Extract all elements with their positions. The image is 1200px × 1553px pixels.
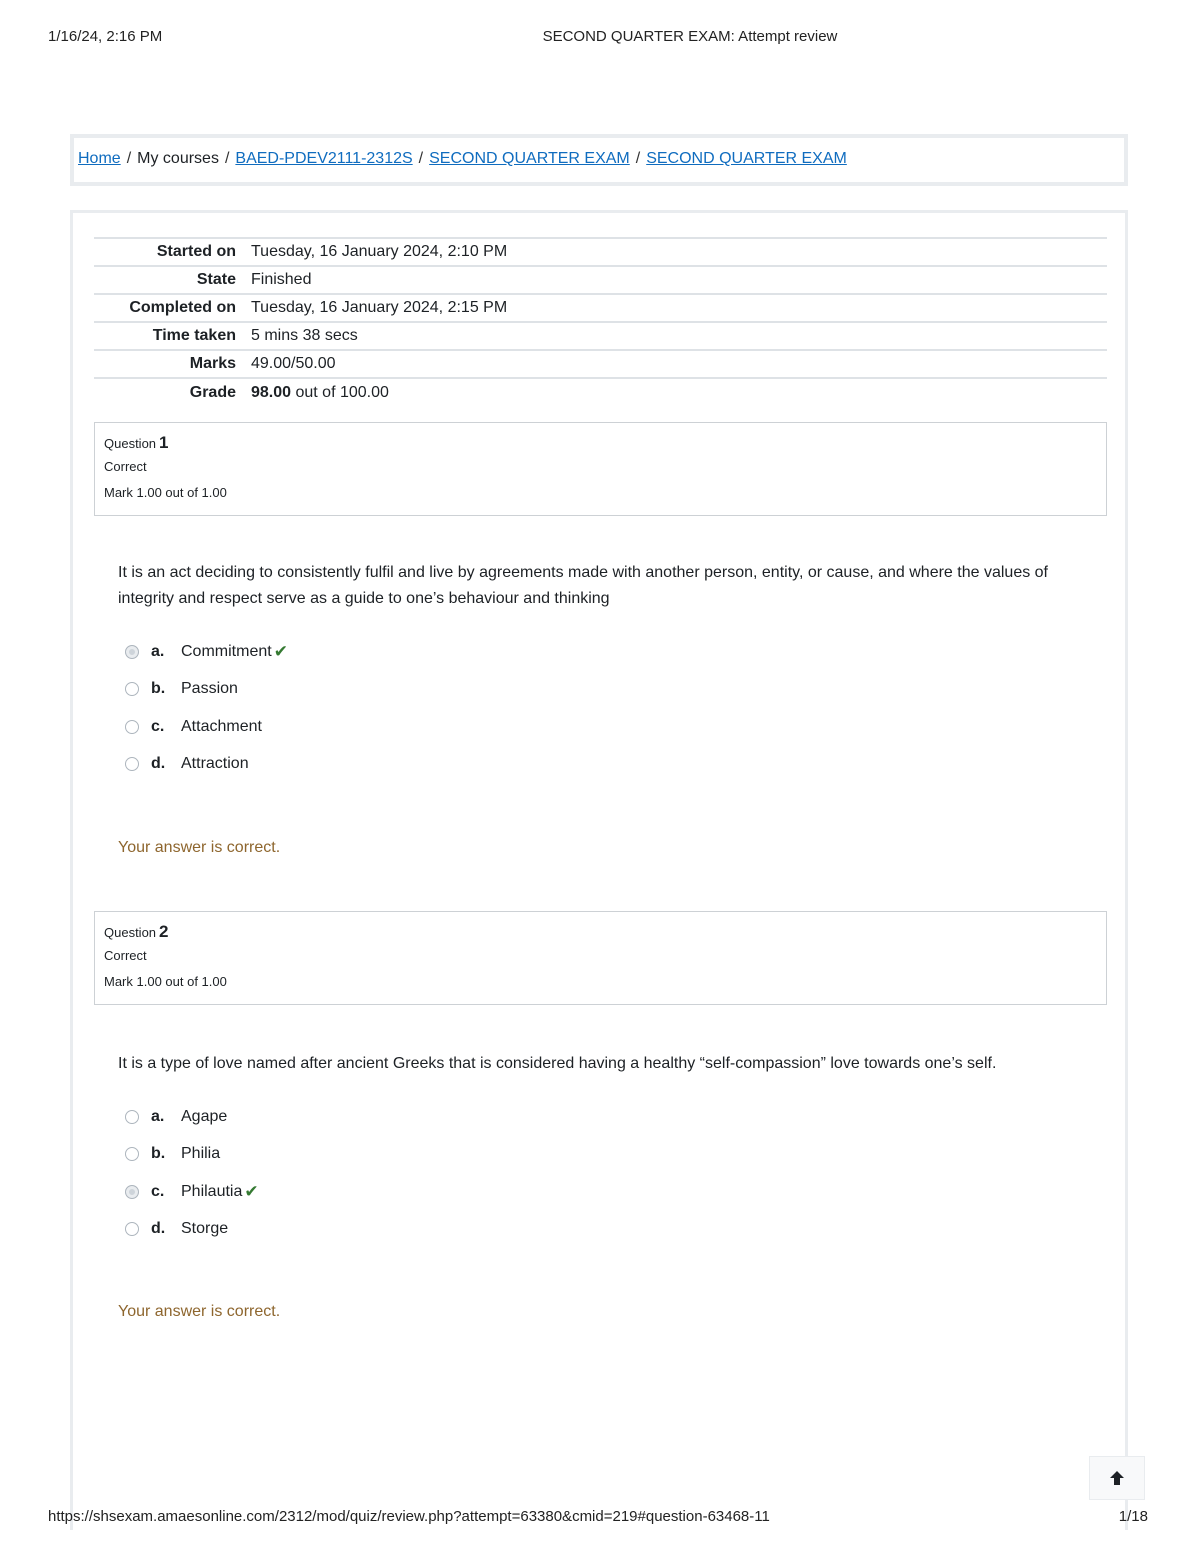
answer-option [125, 671, 625, 709]
breadcrumb-separator: / [418, 150, 424, 167]
answer-option [125, 746, 625, 784]
summary-label: Time taken [152, 327, 236, 344]
print-url: https://shsexam.amaesonline.com/2312/mod/quiz/review.php?attempt=63380&cmid=219#question-63468-11 [48, 1508, 770, 1525]
answer-option [125, 633, 625, 671]
question-feedback-2: Your answer is correct. [118, 1303, 281, 1320]
summary-value [251, 384, 1107, 402]
summary-value: 5 mins 38 secs [251, 327, 358, 344]
summary-label: Started on [156, 243, 236, 260]
answer-list-1 [125, 633, 625, 783]
print-footer [0, 1508, 1200, 1528]
answer-text: Philautia [181, 1182, 243, 1200]
answer-letter: d. [151, 755, 166, 773]
question-label: Question [104, 436, 157, 451]
answer-option [125, 1173, 625, 1211]
summary-value: 49.00/50.00 [251, 355, 336, 372]
answer-letter: b. [151, 680, 166, 698]
question-info-1 [94, 422, 1107, 516]
breadcrumb-section-link[interactable]: SECOND QUARTER EXAM [429, 150, 630, 167]
radio-button[interactable] [125, 1185, 139, 1199]
question-state: Correct [104, 459, 147, 474]
question-number [104, 431, 1097, 455]
answer-option [125, 1098, 625, 1136]
answer-letter: d. [151, 1220, 166, 1238]
grade-out-of: out of 100.00 [291, 384, 389, 401]
summary-label: Completed on [129, 299, 236, 316]
breadcrumb [70, 134, 1128, 186]
answer-letter: c. [151, 1182, 165, 1200]
answer-text: Storge [181, 1220, 229, 1238]
breadcrumb-quiz-link[interactable]: SECOND QUARTER EXAM [646, 150, 847, 167]
print-header [0, 28, 1200, 48]
breadcrumb-course-link[interactable]: BAED-PDEV2111-2312S [235, 150, 413, 167]
question-feedback-1: Your answer is correct. [118, 839, 281, 856]
question-grade: Mark 1.00 out of 1.00 [104, 974, 227, 989]
summary-row-marks [94, 349, 1107, 377]
answer-letter: c. [151, 717, 165, 735]
answer-text: Attraction [181, 755, 249, 773]
answer-letter: a. [151, 642, 165, 660]
quiz-review-region [70, 210, 1128, 1530]
answer-option [125, 1136, 625, 1174]
question-text-1: It is an act deciding to consistently fulfil and live by agreements made with another person, entity, or cause, and where the values of integrity and respect serve as a guide to one’s behaviour and thinking [118, 564, 1048, 607]
summary-row-time-taken [94, 321, 1107, 349]
radio-button[interactable] [125, 645, 139, 659]
summary-label: State [196, 271, 236, 288]
question-info-2 [94, 911, 1107, 1005]
answer-option [125, 1211, 625, 1249]
question-number [104, 920, 1097, 944]
arrow-up-icon [1108, 1469, 1126, 1487]
question-grade: Mark 1.00 out of 1.00 [104, 485, 227, 500]
question-text-2: It is a type of love named after ancient Greeks that is considered having a healthy “self-compassion” love towards one’s self. [118, 1055, 997, 1072]
answer-letter: b. [151, 1145, 166, 1163]
radio-button[interactable] [125, 682, 139, 696]
summary-label: Grade [189, 384, 236, 401]
radio-button[interactable] [125, 757, 139, 771]
answer-option [125, 708, 625, 746]
grade-score: 98.00 [251, 384, 292, 401]
summary-label: Marks [189, 355, 236, 372]
answer-list-2 [125, 1098, 625, 1248]
answer-text: Philia [181, 1145, 221, 1163]
question-label: Question [104, 925, 157, 940]
radio-button[interactable] [125, 1147, 139, 1161]
summary-row-started [94, 237, 1107, 265]
correct-check-icon: ✔ [273, 641, 288, 661]
answer-text: Commitment [181, 642, 272, 660]
breadcrumb-separator: / [224, 150, 230, 167]
summary-row-grade [94, 377, 1107, 407]
print-title: SECOND QUARTER EXAM: Attempt review [542, 28, 838, 45]
question-number-value: 2 [159, 922, 169, 941]
radio-button[interactable] [125, 720, 139, 734]
radio-button[interactable] [125, 1222, 139, 1236]
breadcrumb-separator: / [126, 150, 132, 167]
question-number-value: 1 [159, 433, 169, 452]
breadcrumb-home-link[interactable]: Home [78, 150, 121, 167]
summary-value: Tuesday, 16 January 2024, 2:15 PM [251, 299, 508, 316]
summary-value: Finished [251, 271, 312, 288]
radio-button[interactable] [125, 1110, 139, 1124]
answer-letter: a. [151, 1107, 165, 1125]
print-date: 1/16/24, 2:16 PM [48, 28, 163, 45]
back-to-top-button[interactable] [1089, 1456, 1145, 1500]
attempt-summary-table [94, 237, 1107, 407]
breadcrumb-separator: / [635, 150, 641, 167]
answer-text: Passion [181, 680, 238, 698]
breadcrumb-my-courses: My courses [137, 150, 219, 167]
summary-row-completed [94, 293, 1107, 321]
print-page-number: 1/18 [1118, 1508, 1148, 1525]
correct-check-icon: ✔ [244, 1181, 259, 1201]
answer-text: Attachment [181, 717, 262, 735]
summary-row-state [94, 265, 1107, 293]
question-state: Correct [104, 948, 147, 963]
answer-text: Agape [181, 1107, 228, 1125]
summary-value: Tuesday, 16 January 2024, 2:10 PM [251, 243, 508, 260]
